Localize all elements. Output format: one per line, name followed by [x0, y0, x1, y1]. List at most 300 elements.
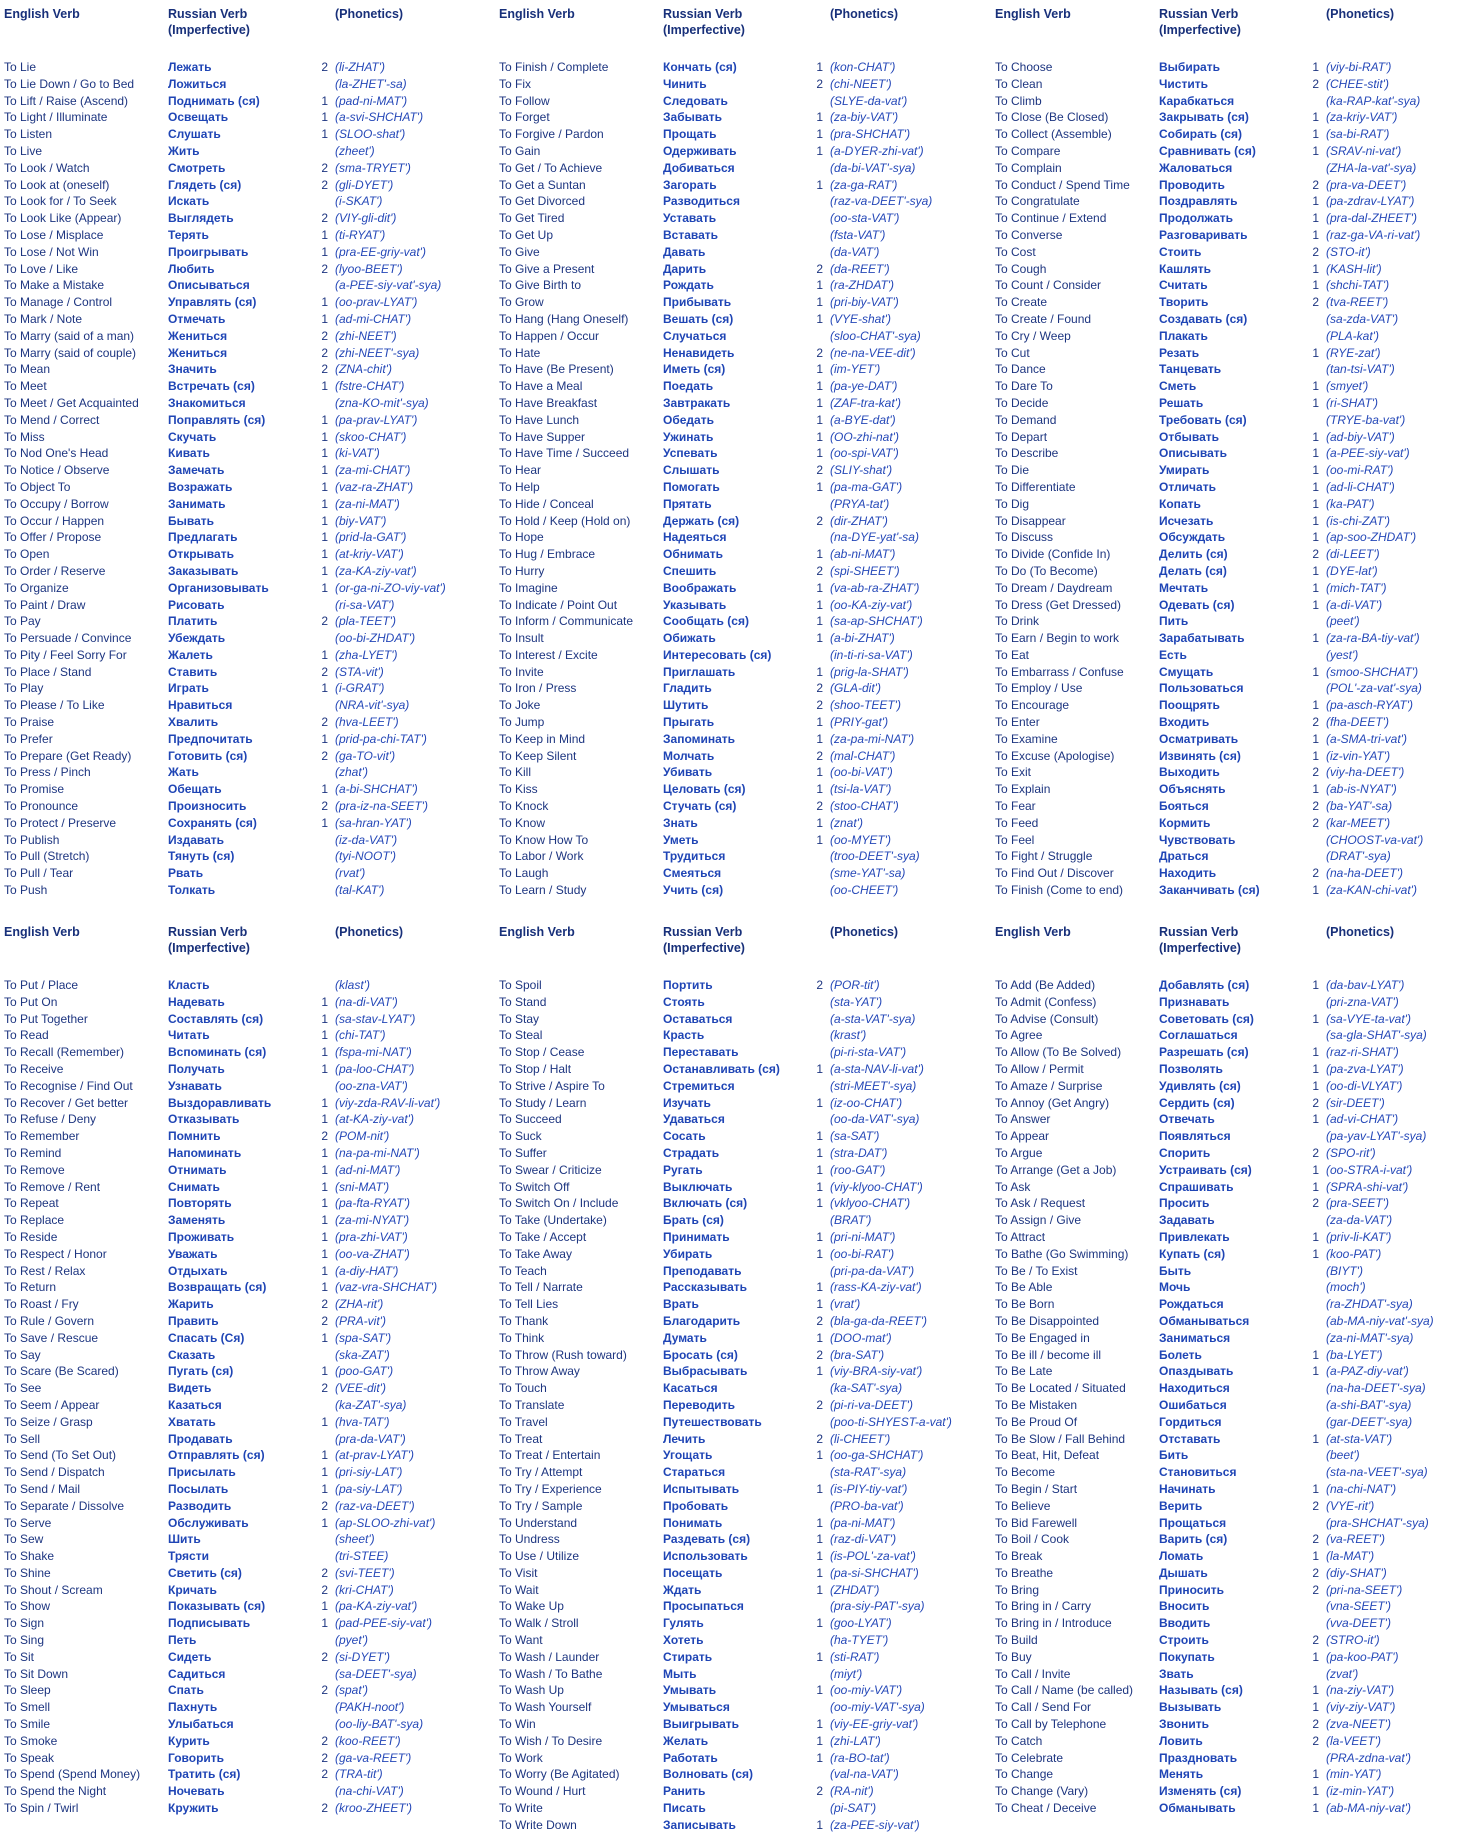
conjugation-number: 1 [321, 1229, 328, 1244]
english-verb: To Gain [499, 143, 541, 158]
conjugation-number: 2 [816, 1347, 823, 1362]
english-verb: To Drink [995, 614, 1040, 629]
english-verb: To Get Tired [499, 211, 565, 226]
table-row [995, 1481, 1470, 1498]
russian-verb: Прибывать [663, 295, 732, 310]
english-verb: To Believe [995, 1498, 1051, 1513]
phonetics: (a-DYER-zhi-vat') [830, 143, 924, 158]
table-row [4, 664, 492, 681]
conjugation-number: 1 [321, 379, 328, 394]
russian-verb: Обманывать [1159, 1801, 1236, 1816]
phonetics: (sa-zda-VAT') [1326, 311, 1399, 326]
russian-verb: Убирать [663, 1246, 713, 1261]
phonetics: (chi-NEET') [830, 76, 892, 91]
table-row [4, 1766, 492, 1783]
english-verb: To Object To [4, 479, 71, 494]
table-row [995, 378, 1470, 395]
table-row [4, 1783, 492, 1800]
table-row [995, 294, 1470, 311]
english-verb: To Grow [499, 295, 544, 310]
russian-verb: Требовать (ся) [1159, 412, 1247, 427]
english-verb: To Call / Name (be called) [995, 1683, 1134, 1698]
table-row [995, 697, 1470, 714]
table-header [499, 6, 987, 59]
phonetics: (raz-ri-SHAT') [1326, 1045, 1399, 1060]
english-verb: To Smile [4, 1717, 51, 1732]
conjugation-number: 2 [1312, 1196, 1319, 1211]
table-row [4, 1313, 492, 1330]
english-verb: To Be Born [995, 1297, 1055, 1312]
russian-verb: Думать [663, 1330, 707, 1345]
english-verb: To Be Slow / Fall Behind [995, 1431, 1126, 1446]
russian-verb: Кашлять [1159, 261, 1212, 276]
english-verb: To Marry (said of couple) [4, 345, 137, 360]
english-verb: To Encourage [995, 698, 1070, 713]
phonetics: (ka-RAP-kat'-sya) [1326, 93, 1421, 108]
conjugation-number: 2 [321, 328, 328, 343]
russian-verb: Быть [1159, 1263, 1192, 1278]
conjugation-number: 1 [816, 1364, 823, 1379]
english-verb: To Succeed [499, 1112, 562, 1127]
english-verb: To Wash Yourself [499, 1700, 592, 1715]
russian-verb: Организовывать [168, 580, 269, 595]
table-row [499, 1027, 987, 1044]
russian-verb: Стараться [663, 1465, 726, 1480]
phonetics: (smyet') [1326, 379, 1369, 394]
phonetics: (pri-ni-MAT') [830, 1229, 896, 1244]
table-row [995, 177, 1470, 194]
phonetics: (da-bav-LYAT') [1326, 978, 1405, 992]
english-verb: To Climb [995, 93, 1042, 108]
russian-verb: Спать [168, 1683, 204, 1698]
conjugation-number: 2 [1312, 1095, 1319, 1110]
english-verb: To Fear [995, 799, 1036, 814]
table-body [499, 977, 987, 1834]
phonetics: (kri-CHAT') [335, 1582, 394, 1597]
conjugation-number: 1 [321, 93, 328, 108]
table-row [995, 1598, 1470, 1615]
phonetics: (pi-ri-va-DEET') [830, 1397, 913, 1412]
russian-verb: Выбирать [1159, 60, 1220, 74]
phonetics: (li-ZHAT') [335, 60, 386, 74]
conjugation-number: 1 [816, 1616, 823, 1631]
english-verb: To Stop / Cease [499, 1045, 585, 1060]
phonetics: (ra-BO-tat') [830, 1750, 890, 1765]
phonetics: (tan-tsi-VAT') [1326, 362, 1395, 377]
russian-verb: Ошибаться [1159, 1397, 1227, 1412]
english-verb: To Put Together [4, 1011, 88, 1026]
phonetics: (oo-sta-VAT') [830, 211, 900, 226]
conjugation-number: 1 [321, 496, 328, 511]
conjugation-number: 1 [816, 715, 823, 730]
russian-verb: Петь [168, 1633, 197, 1648]
phonetics: (sa-hran-YAT') [335, 815, 412, 830]
english-verb: To Translate [499, 1397, 565, 1412]
verb-table [499, 6, 987, 899]
table-row [499, 882, 987, 899]
conjugation-number: 2 [321, 1498, 328, 1513]
conjugation-number: 1 [1312, 345, 1319, 360]
table-row [995, 109, 1470, 126]
english-verb: To Bathe (Go Swimming) [995, 1246, 1129, 1261]
english-verb: To Nod One's Head [4, 446, 109, 461]
russian-verb: Целовать (ся) [663, 782, 746, 797]
english-verb: To Compare [995, 143, 1061, 158]
table-row [995, 546, 1470, 563]
phonetics: (sti-RAT') [830, 1649, 880, 1664]
table-row [4, 311, 492, 328]
conjugation-number: 1 [1312, 1683, 1319, 1698]
phonetics: (ba-YAT'-sa) [1326, 799, 1393, 814]
english-verb: To Scare (Be Scared) [4, 1364, 119, 1379]
conjugation-number: 1 [816, 1582, 823, 1597]
table-row [995, 1548, 1470, 1565]
russian-verb: Входить [1159, 715, 1210, 730]
russian-verb: Смеяться [663, 866, 722, 881]
english-verb: To Open [4, 547, 50, 562]
verb-table [4, 924, 492, 1817]
table-row [4, 1128, 492, 1145]
russian-verb: Предпочитать [168, 731, 253, 746]
english-verb: To Live [4, 143, 43, 158]
phonetics: (shoo-TEET') [830, 698, 901, 713]
conjugation-number: 2 [1312, 547, 1319, 562]
english-verb: To Dream / Daydream [995, 580, 1113, 595]
conjugation-number: 2 [321, 177, 328, 192]
english-verb: To Annoy (Get Angry) [995, 1095, 1110, 1110]
table-row [995, 1027, 1470, 1044]
russian-verb: Изменять (ся) [1159, 1784, 1242, 1799]
phonetics: (ne-na-VEE-dit') [830, 345, 916, 360]
table-row [995, 994, 1470, 1011]
english-verb: To Invite [499, 664, 544, 679]
verb-table [995, 6, 1470, 899]
conjugation-number: 1 [1312, 379, 1319, 394]
russian-verb: Приглашать [663, 664, 736, 679]
russian-verb: Спешить [663, 563, 717, 578]
phonetics: (PLA-kat') [1326, 328, 1379, 343]
russian-verb: Ломать [1159, 1549, 1204, 1564]
english-verb: To Ask [995, 1179, 1031, 1194]
conjugation-number: 1 [816, 1481, 823, 1496]
russian-verb: Угощать [663, 1448, 713, 1463]
russian-verb: Глядеть (ся) [168, 177, 242, 192]
english-verb: To Become [995, 1465, 1056, 1480]
russian-verb: Спрашивать [1159, 1179, 1234, 1194]
phonetics: (a-PEE-siy-vat'-sya) [335, 278, 442, 293]
conjugation-number: 1 [1312, 748, 1319, 763]
conjugation-number: 1 [1312, 1431, 1319, 1446]
english-verb: To Boil / Cook [995, 1532, 1070, 1547]
conjugation-number: 1 [816, 815, 823, 830]
table-row [499, 680, 987, 697]
russian-verb: Знакомиться [168, 395, 246, 410]
phonetics: (na-ha-DEET'-sya) [1326, 1381, 1426, 1396]
table-row [995, 1145, 1470, 1162]
english-verb: To Paint / Draw [4, 597, 86, 612]
conjugation-number: 1 [321, 311, 328, 326]
english-verb: To Exit [995, 765, 1032, 780]
english-verb: To Save / Rescue [4, 1330, 99, 1345]
table-row [4, 1145, 492, 1162]
russian-verb: Выключать [663, 1179, 733, 1194]
russian-verb: Произносить [168, 799, 247, 814]
english-verb: To Follow [499, 93, 550, 108]
phonetics: (ti-RYAT') [335, 227, 386, 242]
english-verb: To Laugh [499, 866, 549, 881]
english-verb: To Take (Undertake) [499, 1213, 607, 1228]
russian-verb: Кружить [168, 1801, 219, 1816]
table-row [995, 1044, 1470, 1061]
table-row [4, 1666, 492, 1683]
table-row [4, 294, 492, 311]
table-row [499, 177, 987, 194]
conjugation-number: 1 [321, 446, 328, 461]
russian-verb: Получать [168, 1061, 225, 1076]
table-row [4, 994, 492, 1011]
english-verb: To Agree [995, 1028, 1043, 1043]
english-verb: To Organize [4, 580, 69, 595]
russian-verb: Значить [168, 362, 217, 377]
russian-verb: Одерживать [663, 143, 737, 158]
english-verb: To Know [499, 815, 546, 830]
phonetics: (ha-TYET') [830, 1633, 889, 1648]
russian-verb: Уметь [663, 832, 699, 847]
russian-verb: Ночевать [168, 1784, 225, 1799]
phonetics: (za-da-VAT') [1326, 1213, 1393, 1228]
table-row [499, 1515, 987, 1532]
phonetics: (gar-DEET'-sya) [1326, 1414, 1413, 1429]
russian-verb: Устраивать (ся) [1159, 1162, 1252, 1177]
table-row [499, 378, 987, 395]
table-row [995, 882, 1470, 899]
conjugation-number: 2 [1312, 866, 1319, 881]
english-verb: To Disappear [995, 513, 1066, 528]
english-verb: To Imagine [499, 580, 558, 595]
phonetics: (sa-DEET'-sya) [335, 1666, 417, 1681]
russian-verb: Благодарить [663, 1313, 741, 1328]
phonetics: (SLYE-da-vat') [830, 93, 908, 108]
english-verb: To Notice / Observe [4, 463, 110, 478]
table-row [499, 1044, 987, 1061]
russian-verb: Резать [1159, 345, 1200, 360]
phonetics: (viy-ha-DEET') [1326, 765, 1405, 780]
phonetics: (prid-pa-chi-TAT') [335, 731, 427, 746]
english-verb: To Describe [995, 446, 1059, 461]
english-verb: To Fix [499, 76, 532, 91]
header-imperfective: (Imperfective) [663, 941, 745, 955]
english-verb: To Hope [499, 530, 544, 545]
english-verb: To Send / Dispatch [4, 1465, 105, 1480]
phonetics: (za-biy-VAT') [830, 110, 899, 125]
english-verb: To Play [4, 681, 44, 696]
phonetics: (DOO-mat') [830, 1330, 892, 1345]
conjugation-number: 1 [816, 1061, 823, 1076]
phonetics: (SPRA-shi-vat') [1326, 1179, 1409, 1194]
russian-verb: Хватать [168, 1414, 216, 1429]
english-verb: To Separate / Dissolve [4, 1498, 125, 1513]
english-verb: To Pay [4, 614, 41, 629]
russian-verb: Сидеть [168, 1649, 212, 1664]
english-verb: To Protect / Preserve [4, 815, 117, 830]
russian-verb: Выздоравливать [168, 1095, 272, 1110]
russian-verb: Успевать [663, 446, 718, 461]
russian-verb: Копать [1159, 496, 1201, 511]
russian-verb: Слышать [663, 463, 720, 478]
english-verb: To Spin / Twirl [4, 1801, 79, 1816]
table-row [499, 546, 987, 563]
english-verb: To Forget [499, 110, 550, 125]
russian-verb: Готовить (ся) [168, 748, 248, 763]
table-row [4, 1800, 492, 1817]
phonetics: (miyt') [830, 1666, 863, 1681]
conjugation-number: 1 [816, 1733, 823, 1748]
phonetics: (smoo-SHCHAT') [1326, 664, 1419, 679]
table-row [499, 1447, 987, 1464]
table-row [499, 479, 987, 496]
russian-verb: Рождаться [1159, 1297, 1224, 1312]
table-row [4, 496, 492, 513]
english-verb: To Smell [4, 1700, 51, 1715]
russian-verb: Улыбаться [168, 1717, 234, 1732]
english-verb: To Get / To Achieve [499, 160, 603, 175]
table-row [499, 764, 987, 781]
phonetics: (prig-la-SHAT') [830, 664, 909, 679]
russian-verb: Заниматься [1159, 1330, 1231, 1345]
conjugation-number: 1 [1312, 261, 1319, 276]
english-verb: To Demand [995, 412, 1057, 427]
russian-verb: Подписывать [168, 1616, 251, 1631]
phonetics: (pri-na-SEET') [1326, 1582, 1403, 1597]
phonetics: (ad-ni-MAT') [335, 1162, 401, 1177]
table-row [995, 815, 1470, 832]
phonetics: (pri-biy-VAT') [830, 295, 899, 310]
phonetics: (chi-TAT') [335, 1028, 386, 1043]
phonetics: (ZAF-tra-kat') [830, 395, 901, 410]
english-verb: To Admit (Confess) [995, 994, 1097, 1009]
phonetics: (poo-ti-SHYEST-a-vat') [830, 1414, 952, 1429]
phonetics: (ra-ZHDAT'-sya) [1326, 1297, 1413, 1312]
english-verb: To Embarrass / Confuse [995, 664, 1124, 679]
phonetics: (ad-vi-CHAT') [1326, 1112, 1399, 1127]
english-verb: To Marry (said of a man) [4, 328, 135, 343]
table-row [499, 1766, 987, 1783]
table-row [499, 429, 987, 446]
english-verb: To Think [499, 1330, 545, 1345]
english-verb: To Count / Consider [995, 278, 1102, 293]
table-row [4, 647, 492, 664]
conjugation-number: 1 [1312, 597, 1319, 612]
phonetics: (spat') [335, 1683, 368, 1698]
table-row [995, 1464, 1470, 1481]
table-row [995, 1380, 1470, 1397]
english-verb: To Finish (Come to end) [995, 883, 1124, 898]
header-russian-verb-title: Russian Verb [168, 925, 248, 939]
phonetics: (pa-si-SHCHAT') [830, 1565, 919, 1580]
phonetics: (GLA-dit') [830, 681, 881, 696]
russian-verb: Хотеть [663, 1633, 704, 1648]
phonetics: (iz-da-VAT') [335, 832, 398, 847]
table-row [995, 1582, 1470, 1599]
russian-verb: Показывать (ся) [168, 1599, 266, 1614]
phonetics: (oo-bi-VAT') [830, 765, 893, 780]
english-verb: To Speak [4, 1750, 55, 1765]
conjugation-number: 1 [321, 513, 328, 528]
conjugation-number: 1 [321, 647, 328, 662]
phonetics: (ad-li-CHAT') [1326, 479, 1395, 494]
conjugation-number: 1 [1312, 395, 1319, 410]
table-row [4, 1347, 492, 1364]
table-row [995, 613, 1470, 630]
table-row [499, 1313, 987, 1330]
russian-verb: Разводить [168, 1498, 232, 1513]
table-row [4, 1246, 492, 1263]
table-row [995, 977, 1470, 994]
phonetics: (sa-ap-SHCHAT') [830, 614, 923, 629]
phonetics: (oo-bi-ZHDAT') [335, 631, 416, 646]
russian-verb: Добиваться [663, 160, 735, 175]
table-row [4, 848, 492, 865]
russian-verb: Звонить [1159, 1717, 1209, 1732]
phonetics: (oo-da-VAT'-sya) [830, 1112, 920, 1127]
english-verb: To Remind [4, 1145, 62, 1160]
russian-verb: Трясти [168, 1549, 209, 1564]
english-verb: To Please / To Like [4, 698, 105, 713]
conjugation-number: 1 [321, 1045, 328, 1060]
russian-verb: Просыпаться [663, 1599, 744, 1614]
phonetics: (stra-DAT') [830, 1145, 888, 1160]
russian-verb: Возражать [168, 479, 233, 494]
phonetics: (zhi-NEET') [335, 328, 397, 343]
russian-verb: Спасать (Ся) [168, 1330, 245, 1345]
english-verb: To Order / Reserve [4, 563, 106, 578]
phonetics: (raz-va-DEET'-sya) [830, 194, 933, 209]
russian-verb: Случаться [663, 328, 727, 343]
conjugation-number: 1 [321, 1414, 328, 1429]
english-verb: To Give a Present [499, 261, 595, 276]
phonetics: (bla-ga-da-REET') [830, 1313, 927, 1328]
english-verb: To Help [499, 479, 540, 494]
conjugation-number: 1 [1312, 631, 1319, 646]
russian-verb: Обсуждать [1159, 530, 1226, 545]
english-verb: To Be Mistaken [995, 1397, 1078, 1412]
english-verb: To Continue / Extend [995, 211, 1107, 226]
conjugation-number: 1 [816, 143, 823, 158]
russian-verb: Давать [663, 244, 706, 259]
conjugation-number: 1 [321, 782, 328, 797]
english-verb: To Occupy / Borrow [4, 496, 109, 511]
table-row [4, 177, 492, 194]
table-header [499, 924, 987, 977]
english-verb: To Allow (To Be Solved) [995, 1045, 1122, 1060]
english-verb: To Prefer [4, 731, 53, 746]
conjugation-number: 1 [816, 311, 823, 326]
russian-verb: Делить (ся) [1159, 547, 1228, 562]
russian-verb: Стремиться [663, 1078, 735, 1093]
english-verb: To Suck [499, 1129, 542, 1144]
english-verb: To Remember [4, 1129, 80, 1144]
phonetics: (oo-KA-ziy-vat') [830, 597, 913, 612]
phonetics: (spi-SHEET') [830, 563, 900, 578]
table-row [995, 1615, 1470, 1632]
table-row [499, 76, 987, 93]
phonetics: (dir-ZHAT') [830, 513, 888, 528]
english-verb: To Dare To [995, 379, 1053, 394]
conjugation-number: 1 [1312, 1061, 1319, 1076]
table-row [499, 1615, 987, 1632]
english-verb: To Examine [995, 731, 1058, 746]
conjugation-number: 1 [321, 580, 328, 595]
